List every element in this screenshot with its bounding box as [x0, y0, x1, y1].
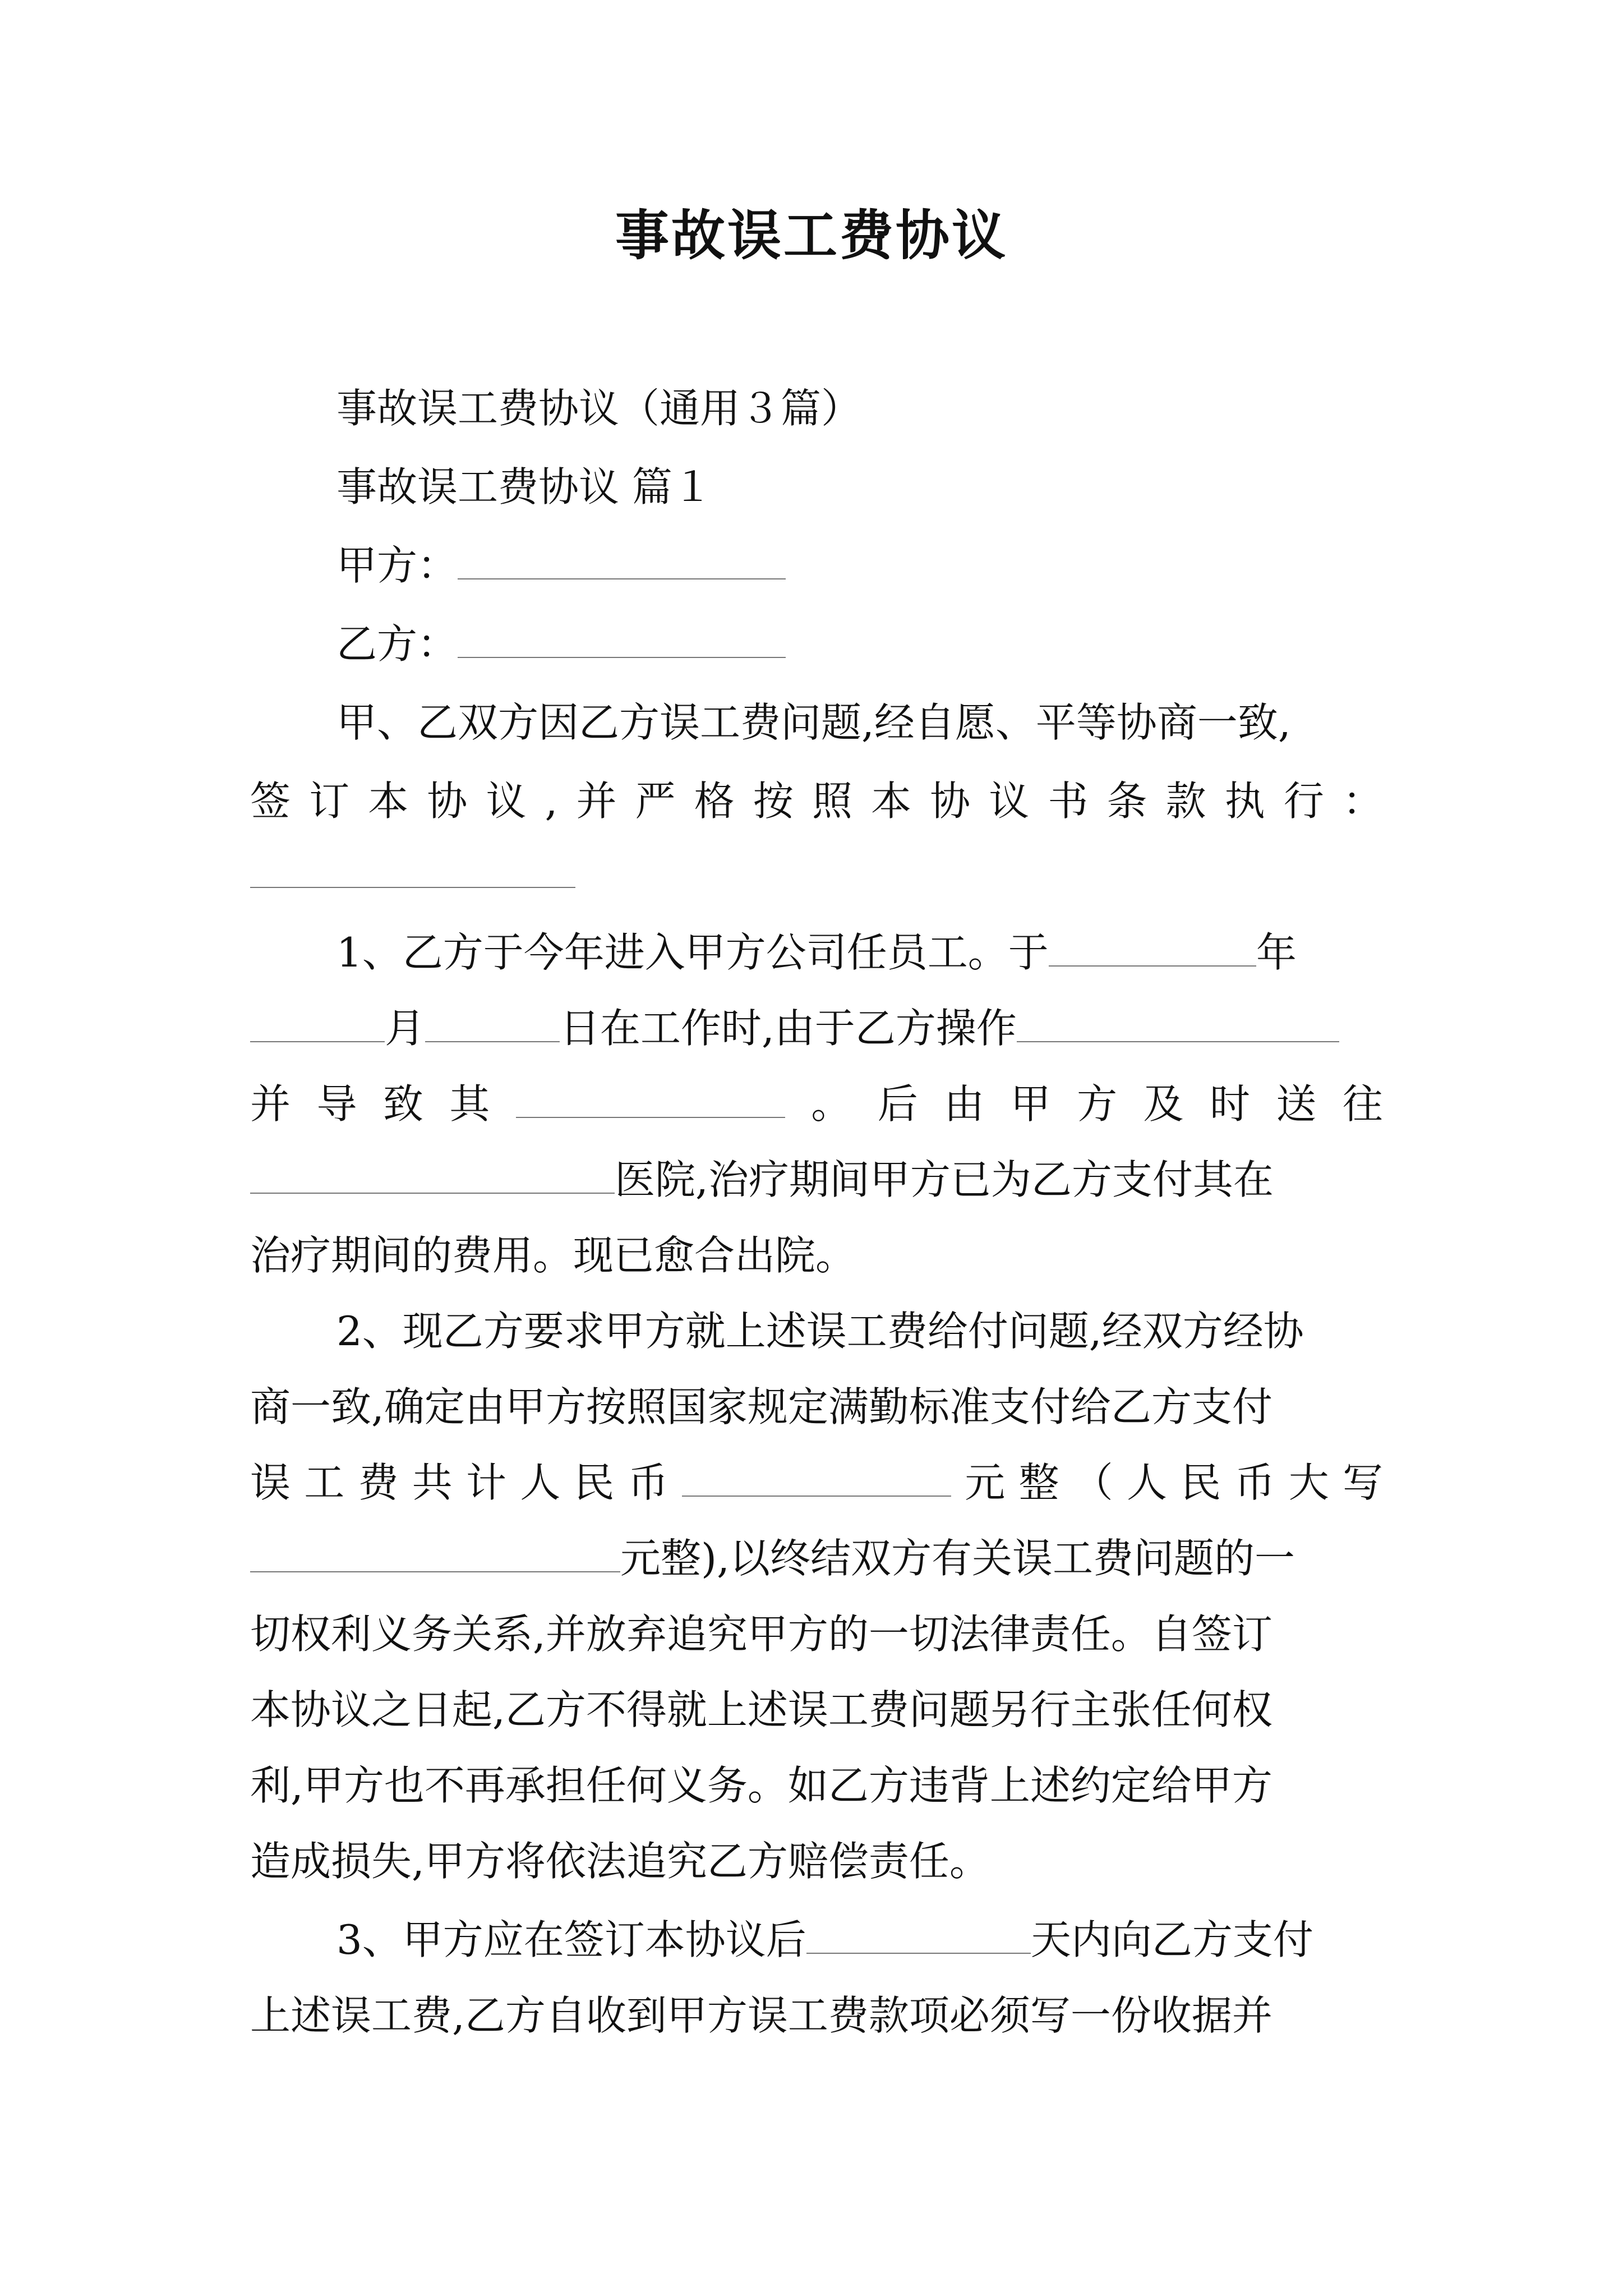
clause2-line-3-char: 计: [466, 1459, 507, 1506]
party-b-line: [336, 606, 1383, 682]
party-a-blank: [458, 530, 786, 579]
intro-line-2-char: 书: [1048, 777, 1089, 825]
clause1-line-5: 治疗期间的费用。现已愈合出院。: [250, 1232, 856, 1279]
clause3-text-1b: 天内向乙方支付: [1030, 1916, 1313, 1963]
clause2-line-7: 利,甲方也不再承担任何义务。如乙方违背上述约定给甲方: [250, 1762, 1272, 1809]
clause1-line-3-char: 甲: [1010, 1080, 1051, 1128]
intro-line-2-char: 议: [989, 777, 1030, 825]
clause2-line-5: 切权利义务关系,并放弃追究甲方的一切法律责任。自签订: [250, 1611, 1272, 1658]
clause3-text-1: 3、甲方应在签订本协议后: [336, 1916, 806, 1963]
clause1-text-1: 1、乙方于今年进入甲方公司任员工。于: [336, 929, 1049, 976]
days-blank: [806, 1904, 1031, 1954]
clause3-line-1: [336, 1902, 1383, 1978]
amount-capital-blank: [250, 1523, 620, 1572]
clause2-line-3-char: （: [1072, 1459, 1113, 1506]
clause2-line-3: [250, 1444, 1383, 1521]
clause1-line-3-char: 导: [316, 1080, 357, 1128]
document-subtitle: 事故误工费协议（通用３篇）: [336, 385, 862, 432]
year-blank: [1049, 917, 1256, 967]
intro-line-2-char: 订: [309, 777, 350, 825]
intro-line-3: [250, 836, 1383, 912]
intro-line-2-char: 款: [1165, 777, 1206, 825]
intro-line-2: [250, 763, 1383, 839]
party-b-label: 乙方：: [336, 620, 458, 668]
clause1-line-3-char: 致: [382, 1080, 423, 1128]
clause1-line-3-char: 时: [1209, 1080, 1250, 1128]
clause1-text-2: 日在工作时,由于乙方操作: [560, 1005, 1017, 1052]
clause2-line-3-char: 整: [1018, 1459, 1059, 1506]
clause2-line-3-char: 大: [1288, 1459, 1329, 1506]
intro-line-2-char: 并: [576, 777, 617, 825]
clause1-month-label: 月: [385, 1005, 426, 1052]
amount-blank: [682, 1447, 951, 1497]
clause1-line-3: [250, 1066, 1383, 1142]
intro-line-2-char: 行: [1283, 777, 1324, 825]
clause2-line-3-char: 人: [1126, 1459, 1167, 1506]
clause1-line-3-char: 由: [944, 1080, 985, 1128]
intro-line-2-char: 按: [753, 777, 794, 825]
clause1-line-3-char: 往: [1342, 1080, 1383, 1128]
intro-line-2-char: ：: [1342, 777, 1383, 825]
clause1-line-3-char: 方: [1077, 1080, 1118, 1128]
clause2-line-3-char: 人: [520, 1459, 561, 1506]
intro-line-1: 甲、乙双方因乙方误工费问题,经自愿、平等协商一致,: [336, 699, 1291, 746]
intro-line-2-char: 签: [250, 777, 291, 825]
intro-line-2-char: 照: [811, 777, 852, 825]
clause3-line-2: 上述误工费,乙方自收到甲方误工费款项必须写一份收据并: [250, 1992, 1272, 2039]
clause2-line-3-char: 元: [965, 1459, 1006, 1506]
intro-line-2-char: 本: [368, 777, 409, 825]
intro-line-2-char: 严: [635, 777, 676, 825]
clause2-line-3-char: 民: [1181, 1459, 1221, 1506]
clause1-line-3-char: 送: [1276, 1080, 1317, 1128]
party-a-line: [336, 527, 1383, 604]
clause1-line-1: [336, 914, 1383, 991]
clause1-line-3-char: 。: [811, 1080, 852, 1128]
intro-line-2-char: 协: [930, 777, 971, 825]
month-blank: [250, 993, 385, 1042]
clause2-line-2: 商一致,确定由甲方按照国家规定满勤标准支付给乙方支付: [250, 1383, 1272, 1430]
clause2-text-4: 元整),以终结双方有关误工费问题的一: [620, 1535, 1295, 1582]
clause2-line-1: 2、现乙方要求甲方就上述误工费给付问题,经双方经协: [336, 1308, 1304, 1355]
clause1-text-4: 医院,治疗期间甲方已为乙方支付其在: [615, 1156, 1274, 1203]
operation-blank: [1017, 993, 1339, 1042]
intro-line-2-char: ,: [545, 777, 558, 825]
party-a-label: 甲方：: [336, 542, 458, 589]
intro-blank: [250, 839, 575, 888]
clause2-line-3-char: 费: [358, 1459, 399, 1506]
clause1-line-3-char: 其: [449, 1080, 490, 1128]
intro-line-2-char: 格: [694, 777, 735, 825]
clause2-line-3-char: 工: [304, 1459, 345, 1506]
intro-line-2-char: 本: [871, 777, 912, 825]
hospital-blank: [250, 1144, 615, 1194]
clause1-line-3-char: 及: [1143, 1080, 1184, 1128]
injury-blank: [516, 1069, 785, 1118]
section-heading: 事故误工费协议 篇１: [336, 463, 713, 510]
clause2-line-3-char: 误: [250, 1459, 291, 1506]
clause2-line-8: 造成损失,甲方将依法追究乙方赔偿责任。: [250, 1838, 990, 1885]
clause2-line-3-char: 共: [412, 1459, 453, 1506]
clause1-year-label: 年: [1256, 929, 1297, 976]
document-title: 事故误工费协议: [615, 204, 1008, 267]
clause2-line-4: [250, 1520, 1383, 1596]
party-b-blank: [458, 609, 786, 658]
clause1-line-3-char: 并: [250, 1080, 291, 1128]
intro-line-2-char: 协: [427, 777, 468, 825]
clause2-line-3-char: 币: [628, 1459, 668, 1506]
clause2-line-3-char: 民: [574, 1459, 615, 1506]
intro-line-2-char: 条: [1106, 777, 1147, 825]
clause1-line-4: [250, 1142, 1383, 1218]
day-blank: [425, 993, 560, 1042]
intro-line-2-char: 执: [1224, 777, 1265, 825]
intro-line-2-char: 议: [486, 777, 527, 825]
clause1-line-2: [250, 990, 1383, 1066]
clause2-line-3-char: 写: [1342, 1459, 1383, 1506]
clause2-line-6: 本协议之日起,乙方不得就上述误工费问题另行主张任何权: [250, 1686, 1272, 1733]
clause1-line-3-char: 后: [877, 1080, 918, 1128]
clause2-line-3-char: 币: [1234, 1459, 1275, 1506]
